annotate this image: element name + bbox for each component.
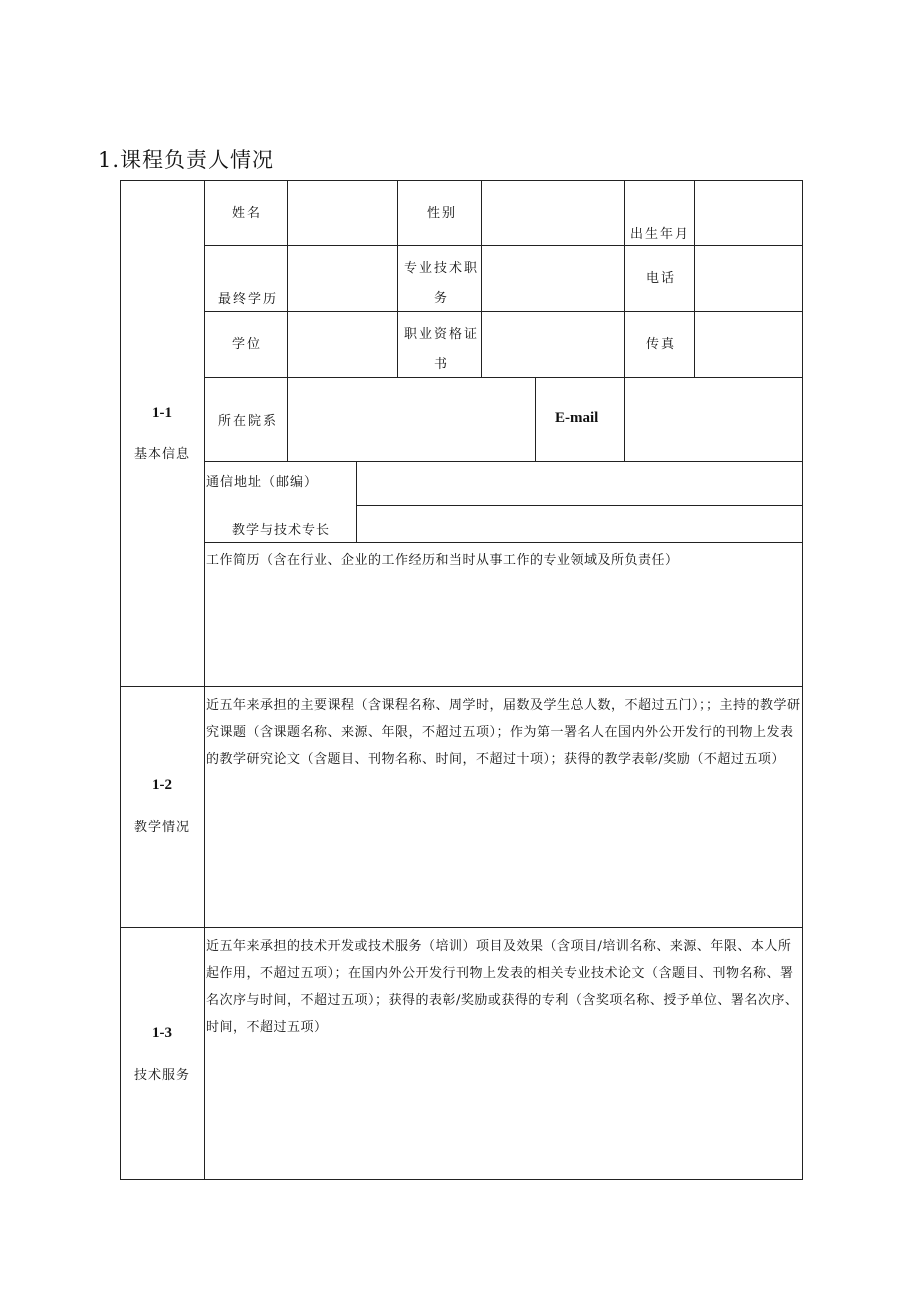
name-field[interactable] (288, 181, 396, 245)
outer-border-bottom (120, 1179, 803, 1180)
email-field[interactable] (625, 378, 801, 461)
section-1-3-number: 1-3 (152, 1025, 172, 1041)
department-field[interactable] (288, 378, 534, 461)
birth-label: 出生年月 (630, 227, 691, 242)
gender-label: 性别 (427, 206, 458, 221)
phone-field[interactable] (695, 246, 801, 311)
email-label: E-mail (555, 410, 599, 426)
section-1-1-number: 1-1 (152, 405, 172, 421)
name-label: 姓名 (232, 206, 263, 221)
education-label: 最终学历 (218, 292, 279, 307)
teaching-description: 近五年来承担的主要课程（含课程名称、周学时，届数及学生总人数，不超过五门）；；主持的教学研究课题（含课题名称、来源、年限，不超过五项）；作为第一署名人在国内外公开发行的刊物上发表的教学研究论文（含题目、刊物名称、时间，不超过十项）；获得的教学表彰/奖励（不超过五项） (206, 698, 801, 767)
address-label: 通信地址（邮编） (206, 475, 319, 490)
section-divider-2 (120, 927, 803, 928)
degree-label: 学位 (232, 337, 263, 352)
address-field[interactable] (357, 462, 801, 505)
specialty-label: 教学与技术专长 (232, 523, 331, 538)
department-label: 所在院系 (218, 414, 279, 429)
qualification-field[interactable] (482, 312, 623, 377)
section-1-2-name: 教学情况 (133, 820, 190, 835)
qualification-label-line1: 职业资格证 (404, 327, 480, 342)
section-1-3-name: 技术服务 (133, 1068, 190, 1083)
phone-label: 电话 (646, 271, 677, 286)
professional-title-field[interactable] (482, 246, 623, 311)
qualification-label-line2: 书 (434, 357, 450, 372)
col-line-dept-2 (535, 377, 536, 462)
gender-field[interactable] (482, 181, 623, 245)
birth-field[interactable] (695, 181, 801, 245)
professional-title-label-line2: 务 (434, 291, 450, 306)
col-line-d (624, 180, 625, 378)
fax-field[interactable] (695, 312, 801, 377)
education-field[interactable] (288, 246, 396, 311)
degree-field[interactable] (288, 312, 396, 377)
fax-label: 传真 (646, 337, 677, 352)
col-line-b (397, 180, 398, 378)
section-1-2-number: 1-2 (152, 777, 172, 793)
specialty-field[interactable] (357, 506, 801, 542)
section-1-1-name: 基本信息 (133, 447, 190, 462)
service-description: 近五年来承担的技术开发或技术服务（培训）项目及效果（含项目/培训名称、来源、年限、本人所起作用，不超过五项）；在国内外公开发行刊物上发表的相关专业技术论文（含题目、刊物名称、署名次序与时间，不超过五项）；获得的表彰/奖励或获得的专利（含奖项名称、授予单位、署名次序、时间，不超过五项） (206, 939, 799, 1035)
work-resume-label: 工作简历（含在行业、企业的工作经历和当时从事工作的专业领域及所负责任） (206, 553, 679, 568)
label-column-divider (204, 180, 205, 1180)
outer-border-right (802, 180, 803, 1180)
page-title: 1.课程负责人情况 (98, 148, 275, 172)
professional-title-label-line1: 专业技术职 (404, 261, 480, 276)
section-divider-1 (120, 686, 803, 687)
row-line-6 (204, 542, 803, 543)
